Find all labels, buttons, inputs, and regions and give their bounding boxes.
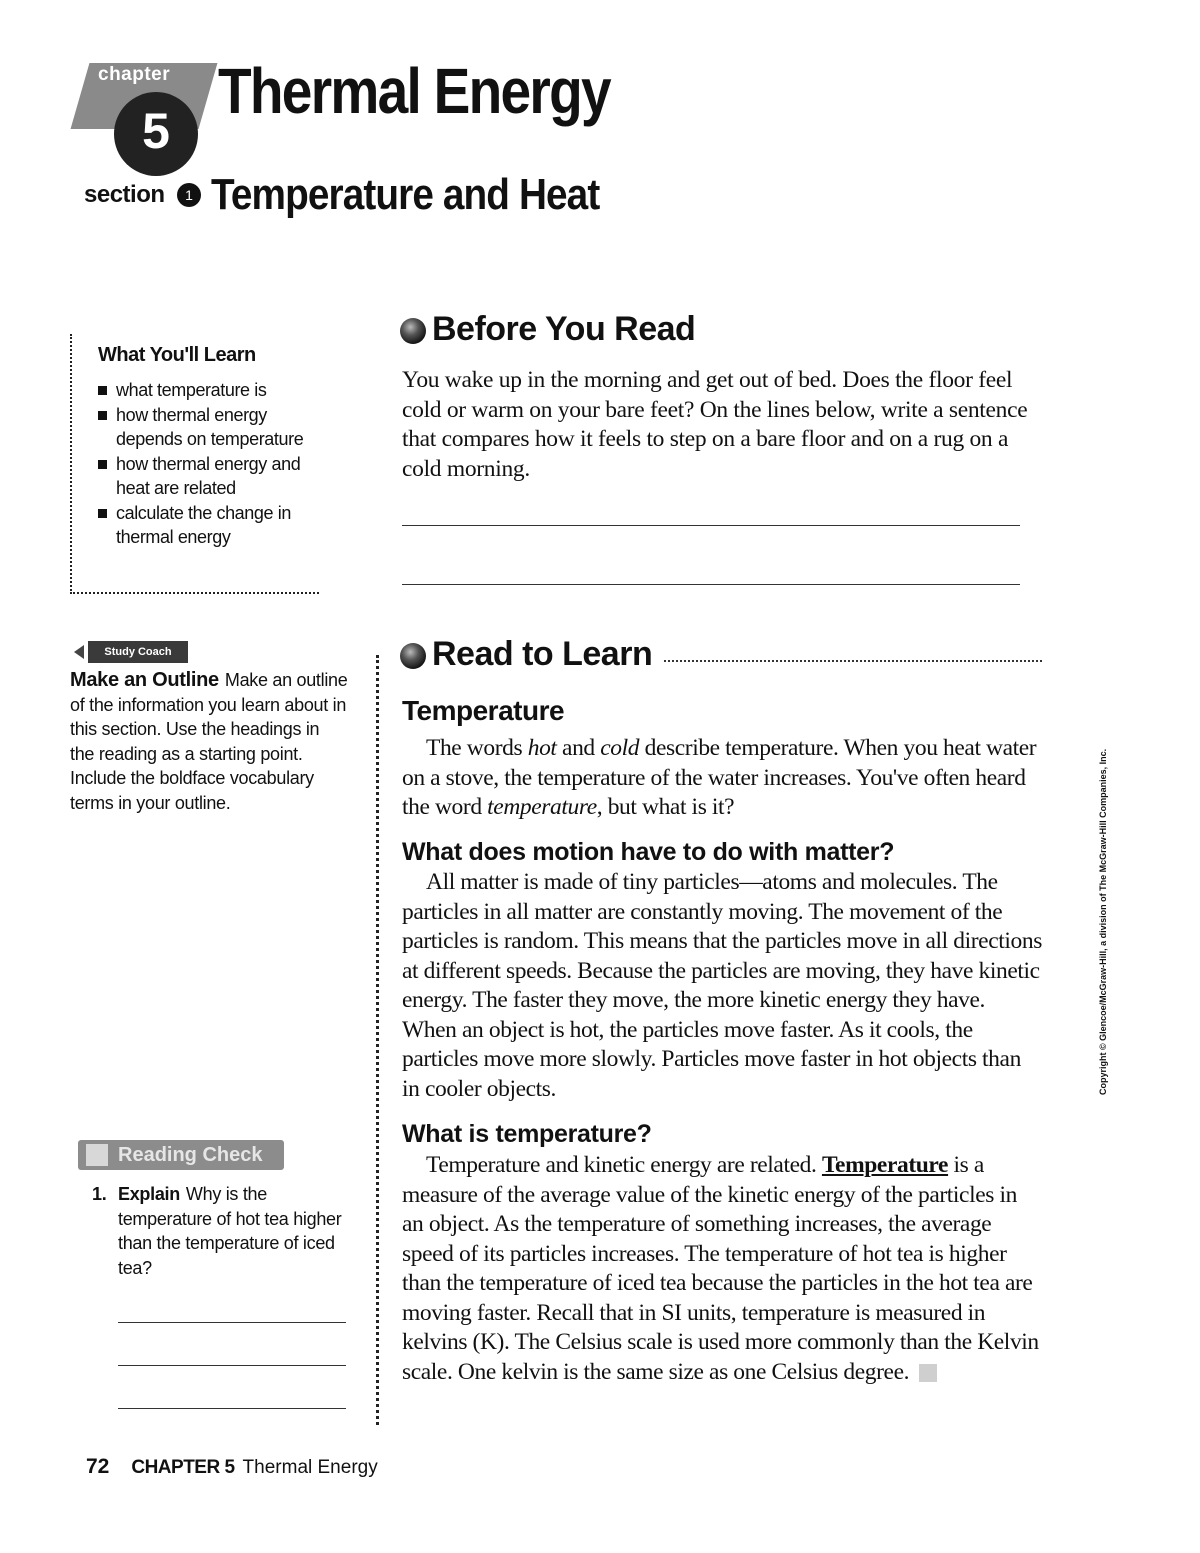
- chapter-title: Thermal Energy: [218, 55, 610, 127]
- study-coach-text: [70, 668, 348, 815]
- page-number: 72: [86, 1455, 110, 1478]
- learn-item: [96, 403, 321, 452]
- study-coach-label: Study Coach: [88, 641, 188, 663]
- question-text: Why is the temperature of hot tea higher than the temperature of iced tea?: [118, 1184, 342, 1278]
- question-verb: Explain: [118, 1184, 180, 1204]
- dotted-rule: [664, 660, 1042, 662]
- footer-chapter-label: CHAPTER 5: [131, 1457, 235, 1478]
- reading-check-icon: [919, 1364, 937, 1382]
- dotted-rail: [376, 655, 379, 1425]
- answer-line[interactable]: [118, 1408, 346, 1409]
- read-to-learn-label: Read to Learn: [432, 635, 653, 673]
- chapter-number: 5: [142, 103, 170, 159]
- learn-item: [96, 378, 321, 403]
- chapter-number-disc: [114, 92, 198, 176]
- what-youll-learn-box: [70, 334, 319, 594]
- bullet-disc-icon: [400, 643, 426, 669]
- section-header: [84, 170, 653, 220]
- learn-list: [96, 378, 321, 550]
- vocabulary-term: Temperature: [821, 1152, 949, 1178]
- learn-item-text: how thermal energy and heat are related: [116, 453, 301, 498]
- learn-heading: What You'll Learn: [98, 344, 256, 366]
- motion-question-heading: What does motion have to do with matter?: [402, 838, 895, 866]
- what-is-temperature-paragraph: Temperature and kinetic energy are related. Temperature is a measure of the average value of the kinetic energy of the particles in an object. As the temperature of something increases, the average speed of its particles increases. The temperature of hot tea is higher than the temperature of iced tea because the particles in the hot tea are moving faster. Recall that in SI units, temperature is measured in kelvins (K). The Celsius scale is used more commonly than the Kelvin scale. One kelvin is the same size as one Celsius degree.: [402, 1152, 1039, 1385]
- section-title: Temperature and Heat: [211, 170, 600, 219]
- bullet-square-icon: [98, 411, 107, 420]
- page-footer: [86, 1455, 378, 1479]
- reading-check-question: [92, 1182, 348, 1280]
- chapter-badge: [68, 58, 203, 158]
- reading-check-tag: [78, 1140, 284, 1170]
- bullet-square-icon: [98, 386, 107, 395]
- reading-check-label: Reading Check: [118, 1144, 263, 1166]
- learn-item-text: calculate the change in thermal energy: [116, 502, 291, 547]
- answer-line[interactable]: [402, 584, 1020, 585]
- learn-item-text: how thermal energy depends on temperature: [116, 404, 304, 449]
- footer-chapter-title: Thermal Energy: [242, 1457, 378, 1478]
- learn-item-text: what temperature is: [116, 380, 267, 400]
- learn-item: [96, 452, 321, 501]
- answer-line[interactable]: [118, 1322, 346, 1323]
- bullet-square-icon: [98, 509, 107, 518]
- learn-item: [96, 501, 321, 550]
- bullet-disc-icon: [400, 318, 426, 344]
- bullet-square-icon: [98, 460, 107, 469]
- what-is-temperature-heading: What is temperature?: [402, 1120, 652, 1148]
- study-coach-heading: Make an Outline: [70, 669, 219, 691]
- temperature-paragraph: The words hot and cold describe temperature. When you heat water on a stove, the temperature of the water increases. You've often heard the word temperature, but what is it?: [402, 735, 1037, 820]
- copyright-notice: Copyright © Glencoe/McGraw-Hill, a division of The McGraw-Hill Companies, Inc.: [1098, 748, 1108, 1095]
- answer-line[interactable]: [118, 1365, 346, 1366]
- section-number: 1: [177, 183, 201, 207]
- pencil-tip-icon: [74, 645, 84, 659]
- study-coach-tag: [74, 641, 190, 663]
- read-to-learn-heading: [400, 635, 652, 674]
- before-you-read-label: Before You Read: [432, 310, 696, 348]
- before-you-read-text: You wake up in the morning and get out of bed. Does the floor feel cold or warm on your bare feet? On the lines below, write a sentence that compares how it feels to step on a bare floor and on a rug on a cold morning.: [402, 367, 1028, 482]
- answer-line[interactable]: [402, 525, 1020, 526]
- checkmark-icon: [86, 1144, 108, 1166]
- temperature-heading: Temperature: [402, 695, 565, 726]
- question-body: [92, 1182, 348, 1280]
- motion-paragraph: All matter is made of tiny particles—atoms and molecules. The particles in all matter are constantly moving. The movement of the particles is random. This means that the particles move in all directions at different speeds. Because the particles are moving, they have kinetic energy. The faster they move, the more kinetic energy they have. When an object is hot, the particles move faster. As it cools, the particles move more slowly. Particles move faster in hot objects than in cooler objects.: [402, 869, 1042, 1102]
- section-word: section: [84, 181, 165, 208]
- before-you-read-heading: [400, 310, 695, 349]
- study-coach-body: Make an outline of the information you learn about in this section. Use the headings in the reading as a starting point. Include the boldface vocabulary terms in your outline.: [70, 670, 348, 813]
- question-number: 1.: [92, 1184, 107, 1204]
- chapter-word: chapter: [98, 64, 171, 85]
